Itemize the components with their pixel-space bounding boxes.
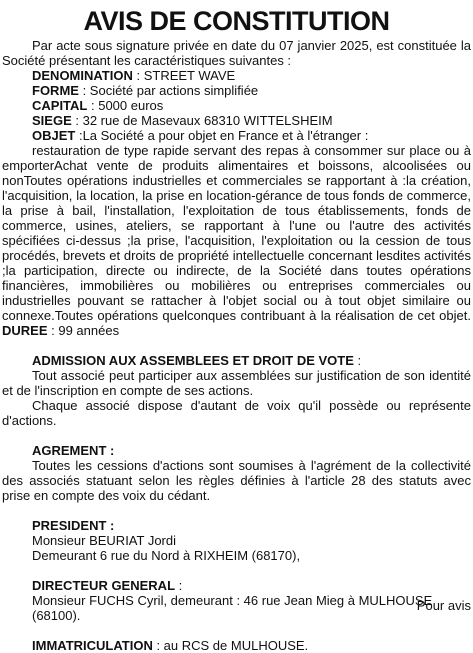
footer-signature: Pour avis xyxy=(416,598,471,613)
immatriculation-line xyxy=(2,638,471,653)
objet-line xyxy=(2,128,471,143)
admission-label: ADMISSION AUX ASSEMBLEES ET DROIT DE VOTE xyxy=(32,353,354,368)
siege-label: SIEGE xyxy=(32,113,72,128)
capital-label: CAPITAL xyxy=(32,98,88,113)
president-address: Demeurant 6 rue du Nord à RIXHEIM (68170), xyxy=(32,548,301,563)
forme-line xyxy=(2,83,471,98)
siege-value: : 32 rue de Masevaux 68310 WITTELSHEIM xyxy=(71,113,333,128)
agrement-heading xyxy=(2,443,471,458)
denomination-line xyxy=(2,68,471,83)
admission-text-2: Chaque associé dispose d'autant de voix qu'il possède ou représente d'actions. xyxy=(2,398,471,428)
denomination-label: DENOMINATION xyxy=(32,68,133,83)
admission-suffix: : xyxy=(353,353,362,368)
objet-value: :La Société a pour objet en France et à l'étranger : xyxy=(75,128,369,143)
president-label: PRESIDENT : xyxy=(32,518,115,533)
capital-value: : 5000 euros xyxy=(87,98,164,113)
directeur-text: Monsieur FUCHS Cyril, demeurant : 46 rue Jean Mieg à MULHOUSE (68100). xyxy=(32,593,433,623)
forme-label: FORME xyxy=(32,83,79,98)
agrement-label: AGREMENT : xyxy=(32,443,115,458)
objet-label: OBJET xyxy=(32,128,76,143)
duree-label: DUREE xyxy=(2,323,48,338)
notice-title: AVIS DE CONSTITUTION xyxy=(83,6,390,36)
siege-line xyxy=(2,113,471,128)
capital-line xyxy=(2,98,471,113)
directeur-heading xyxy=(2,578,471,593)
objet-details xyxy=(2,143,471,338)
denomination-value: : STREET WAVE xyxy=(132,68,236,83)
president-name: Monsieur BEURIAT Jordi xyxy=(32,533,177,548)
president-heading xyxy=(2,518,471,533)
intro-paragraph: Par acte sous signature privée en date du 07 janvier 2025, est constituée la Société présentant les caractéristiques suivantes : xyxy=(2,38,471,68)
immatriculation-value: : au RCS de MULHOUSE. xyxy=(152,638,309,653)
immatriculation-label: IMMATRICULATION xyxy=(32,638,153,653)
agrement-text: Toutes les cessions d'actions sont soumises à l'agrément de la collectivité des associés statuant selon les règles définies à l'article 28 des statuts avec prise en compte des voix du cédant. xyxy=(2,458,471,503)
forme-value: : Société par actions simplifiée xyxy=(78,83,259,98)
objet-details-text: restauration de type rapide servant des repas à consommer sur place ou à emporterAchat vente de produits alimentaires et boissons, alcoolisées ou nonToutes opérations industrielles et commerciales se rapportant à :la création, l'acquisition, la location, la prise en location-gérance de tous fonds de commerce, la prise à bail, l'installation, l'exploitation de tous établissements, fonds de commerce, usines, ateliers, se rapportant à l'une ou l'autre des activités spécifiées ci-dessus ;la prise, l'acquisition, l'exploitation ou la cession de tous procédés, brevets et droits de propriété intellectuelle concernant lesdites activités ;la participation, directe ou indirecte, de la Société dans toutes opérations financières, immobilières ou mobilières ou entreprises commerciales ou industrielles pouvant se rattacher à l'objet social ou à tout objet similaire ou connexe.Toutes opérations quelconques contribuant à la réalisation de cet objet. xyxy=(2,143,471,323)
admission-heading xyxy=(2,353,471,368)
admission-text-1: Tout associé peut participer aux assemblées sur justification de son identité et de l'inscription en compte de ses actions. xyxy=(2,368,471,398)
directeur-label: DIRECTEUR GENERAL xyxy=(32,578,176,593)
duree-value: : 99 années xyxy=(47,323,120,338)
directeur-suffix: : xyxy=(175,578,183,593)
